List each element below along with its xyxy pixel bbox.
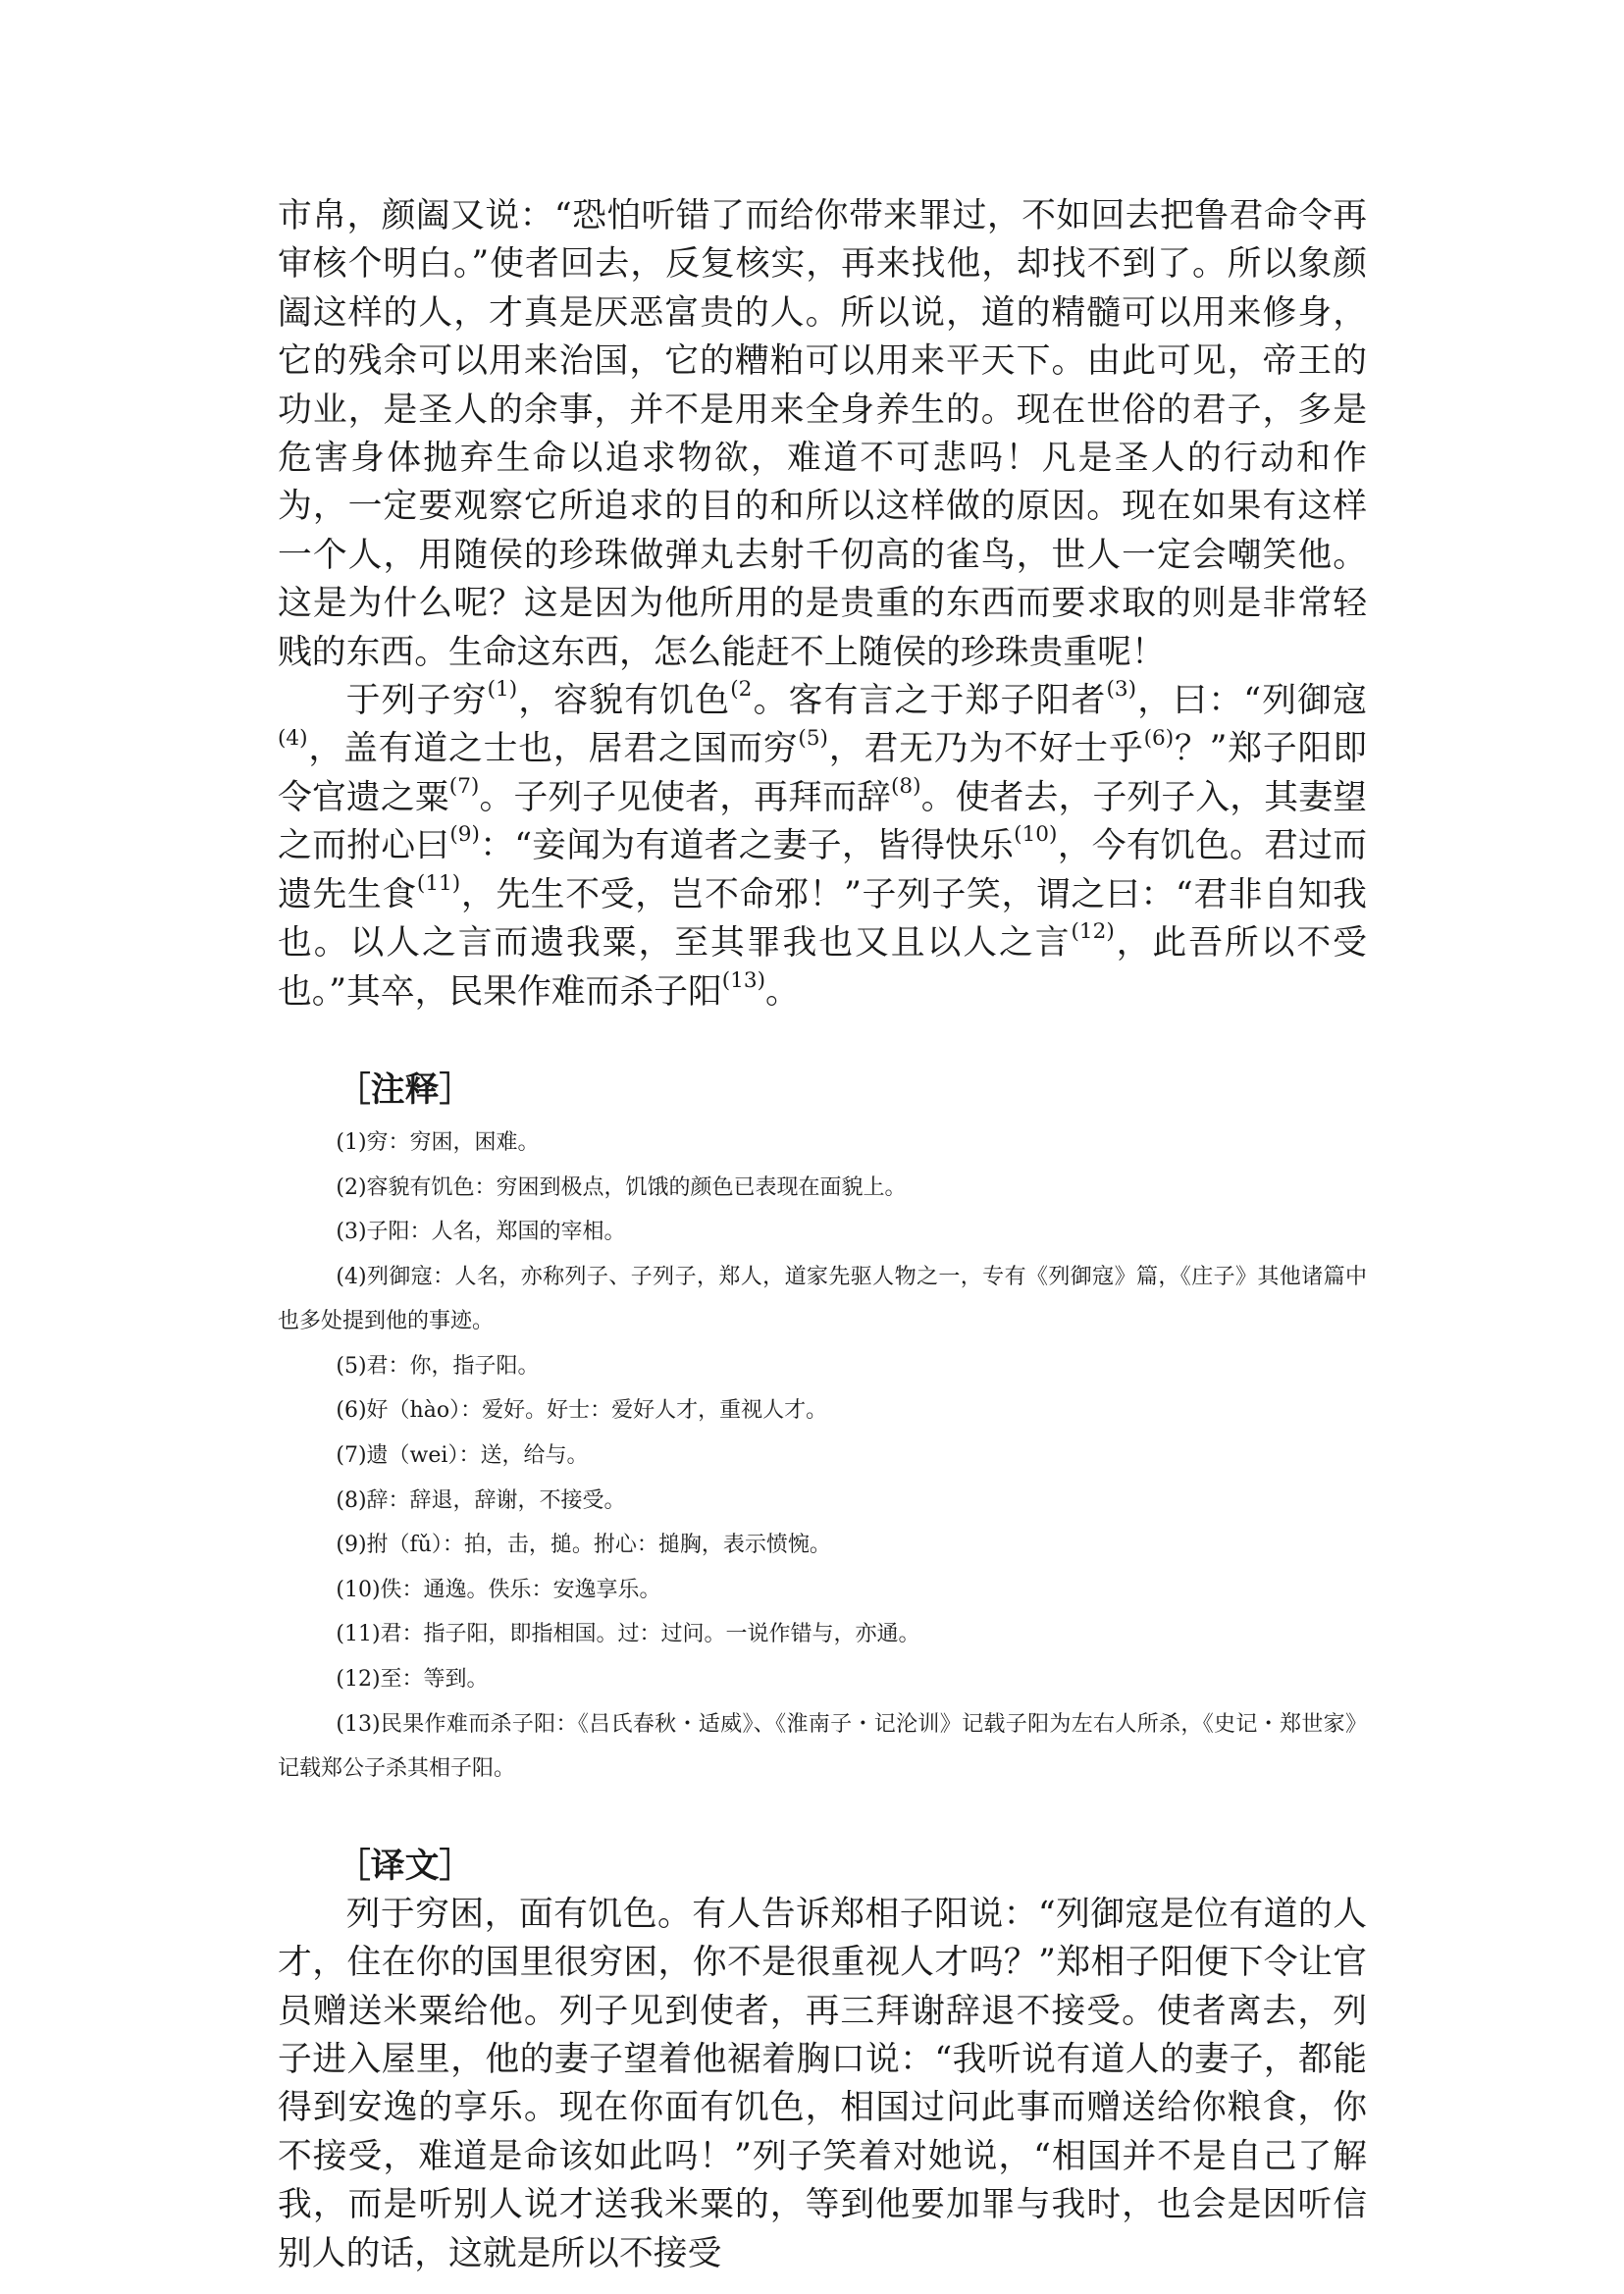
spacer (278, 1792, 1367, 1843)
note-marker-6[interactable]: (6) (1143, 725, 1175, 751)
note-marker-8[interactable]: (8) (890, 774, 921, 800)
note-item-5: (5)君：你，指子阳。 (336, 1353, 540, 1379)
note-item-6: (6)好（hào）：爱好。好士：爱好人才，重视人才。 (336, 1398, 828, 1424)
story-text: ：“妾闻为有道者之妻子，皆得快乐 (479, 826, 1015, 866)
story-text: ，先生不受，岂不命邪！”子列子笑，谓之曰：“君非自知我也。以人之言而遗我粟，至其罪我也又且以人之言 (278, 874, 1367, 964)
note-marker-13[interactable]: (13) (721, 967, 766, 993)
story-text: 于列子穷 (345, 681, 488, 721)
story-text: ，曰：“列御寇 (1136, 681, 1367, 721)
story-text: 。 (765, 971, 800, 1012)
spacer (278, 1017, 1367, 1067)
note-marker-7[interactable]: (7) (448, 774, 480, 800)
notes-heading: ［注释］ (337, 1069, 474, 1110)
note-item-2: (2)容貌有饥色：穷困到极点，饥饿的颜色已表现在面貌上。 (336, 1174, 907, 1200)
page-content (278, 192, 1367, 2278)
note-item-9: (9)拊（fǔ）：拍，击，搥。拊心：搥胸，表示愤惋。 (336, 1533, 831, 1558)
note-marker-12[interactable]: (12) (1071, 919, 1115, 945)
note-item-1: (1)穷：穷困，困难。 (336, 1129, 540, 1155)
note-item-13: (13)民果作难而杀子阳：《吕氏春秋・适威》、《淮南子・记沦训》记载子阳为左右人所杀，《史记・郑世家》记载郑公子杀其相子阳。 (278, 1711, 1367, 1782)
note-marker-3[interactable]: (3) (1106, 677, 1137, 703)
story-text: 。使者去，子列子入，其妻望之而拊心曰 (278, 777, 1367, 866)
note-marker-9[interactable]: (9) (449, 822, 480, 848)
note-marker-10[interactable]: (10) (1014, 822, 1058, 848)
note-marker-1[interactable]: (1) (487, 677, 518, 703)
note-item-12: (12)至：等到。 (336, 1667, 489, 1693)
top-paragraph: 市帛，颜阖又说：“恐怕听错了而给你带来罪过，不如回去把鲁君命令再审核个明白。”使者回去，反复核实，再来找他，却找不到了。所以象颜阖这样的人，才真是厌恶富贵的人。所以说，道的精髓可以用来修身，它的残余可以用来治国，它的糟粕可以用来平天下。由此可见，帝王的功业，是圣人的余事，并不是用来全身养生的。现在世俗的君子，多是危害身体抛弃生命以追求物欲，难道不可悲吗！凡是圣人的行动和作为，一定要观察它所追求的目的和所以这样做的原因。现在如果有这样一个人，用随侯的珍珠做弹丸去射千仞高的雀鸟，世人一定会嘲笑他。这是为什么呢？这是因为他所用的是贵重的东西而要求取的则是非常轻贱的东西。生命这东西，怎么能赶不上随侯的珍珠贵重呢！ (278, 196, 1367, 672)
note-marker-2[interactable]: (2 (730, 677, 753, 703)
story-text: ，今有饥色。君过而遗先生食 (278, 826, 1367, 914)
translation-paragraph: 列于穷困，面有饥色。有人告诉郑相子阳说：“列御寇是位有道的人才，住在你的国里很穷困，你不是很重视人才吗？”郑相子阳便下令让官员赠送米粟给他。列子见到使者，再三拜谢辞退不接受。使者离去，列子进入屋里，他的妻子望着他裾着胸口说：“我听说有道人的妻子，都能得到安逸的享乐。现在你面有饥色，相国过问此事而赠送给你粮食，你不接受，难道是命该如此吗！”列子笑着对她说，“相国并不是自己了解我，而是听别人说才送我米粟的，等到他要加罪与我时，也会是因听信别人的话，这就是所以不接受 (278, 1894, 1367, 2273)
note-marker-5[interactable]: (5) (798, 725, 828, 751)
translation-heading: ［译文］ (337, 1846, 474, 1886)
note-marker-4[interactable]: (4) (278, 725, 308, 751)
notes-list (278, 1121, 1367, 1792)
story-paragraph (278, 677, 1367, 1017)
note-item-8: (8)辞：辞退，辞谢，不接受。 (336, 1487, 626, 1513)
story-text: ，君无乃为不好士乎 (827, 729, 1144, 769)
story-text: ，盖有道之士也，居君之国而穷 (307, 729, 799, 769)
note-item-10: (10)佚：通逸。佚乐：安逸享乐。 (336, 1577, 661, 1602)
note-marker-11[interactable]: (11) (416, 870, 461, 896)
note-item-3: (3)子阳：人名，郑国的宰相。 (336, 1220, 626, 1245)
story-text: ，容貌有饥色 (517, 681, 731, 721)
story-text: ，此吾所以不受也。”其卒，民果作难而杀子阳 (278, 923, 1367, 1012)
story-text: 。子列子见使者，再拜而辞 (479, 777, 891, 817)
story-text: 。客有言之于郑子阳者 (752, 681, 1107, 721)
note-item-4: (4)列御寇：人名，亦称列子、子列子，郑人，道家先驱人物之一，专有《列御寇》篇，《庄子》其他诸篇中也多处提到他的事迹。 (278, 1264, 1367, 1334)
note-item-7: (7)遗（wei）：送，给与。 (336, 1443, 589, 1469)
story-text: ？”郑子阳即令官遗之粟 (278, 729, 1367, 817)
note-item-11: (11)君：指子阳，即指相国。过：过问。一说作错与，亦通。 (336, 1622, 920, 1647)
